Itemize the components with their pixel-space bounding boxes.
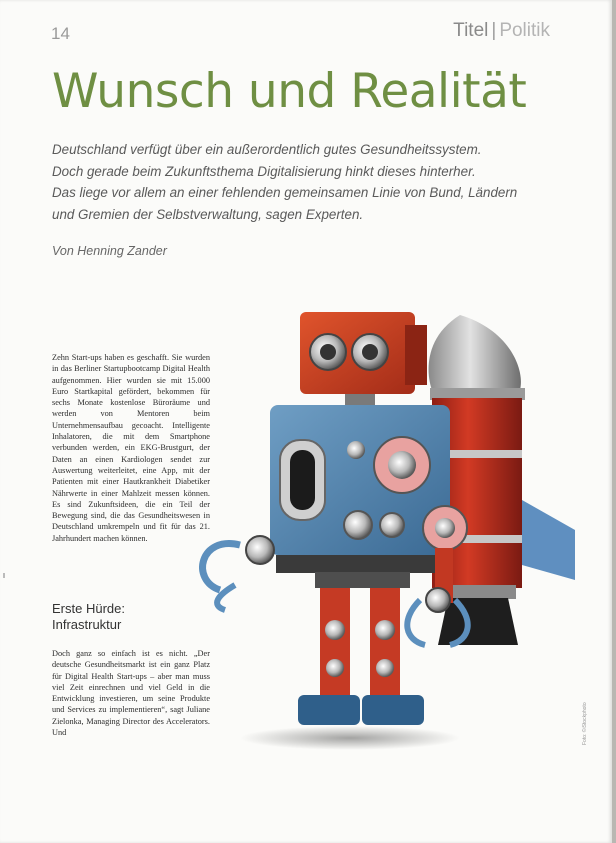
robot-rocket-illustration — [180, 300, 580, 760]
body-text-column-1: Zehn Start-ups haben es geschafft. Sie wurden in das Berliner Startupbootcamp Digital Health aufgenommen. Hier wurden sie mit 15.000 Euro Startkapital gefördert, bekommen für sechs Monate kostenlose Büroräume und werden von Mentoren beim Unternehmensaufbau gecoacht. Intelligente Inhalatoren, die mit dem Smartphone verbunden werden, ein EKG-Brustgurt, der Daten an einen Kardiologen sendet zur Auswertung weiterleitet, eine App, mit der Patienten mit einer Hautkrankheit Diabetiker Nährwerte in einer Mahlzeit messen können. Es sind Zukunftsideen, die ein Teil der Bewegung sind, die das Gesundheitswesen in Deutschland umkrempeln und fit für das 21. Jahrhundert machen können. — [52, 353, 210, 543]
lead-line: und Gremien der Selbstverwaltung, sagen Experten. — [52, 206, 364, 222]
lead-line: Deutschland verfügt über ein außerordentlich gutes Gesundheitssystem. — [52, 142, 482, 157]
robot-legs — [298, 572, 424, 725]
section-label — [453, 20, 550, 42]
body-text-column-2: Doch ganz so einfach ist es nicht. „Der deutsche Gesundheitsmarkt ist ein ganz Platz für Digital Health Start-ups – aber man muss viel Zeit einrechnen und viel Geld in die Entwicklung investieren, um seine Produkte und Services zu implementieren“, sagt Juliane Zielonka, Managing Director des Accelerators. Und — [52, 649, 210, 738]
section-main: Titel — [453, 20, 489, 41]
subheading — [52, 601, 125, 633]
robot-torso — [270, 405, 450, 573]
headline: Wunsch und Realität — [52, 64, 527, 119]
photo-credit: Foto: ©iStockphoto — [582, 702, 588, 745]
section-divider: | — [491, 20, 497, 41]
subheading-line: Erste Hürde: — [52, 601, 125, 616]
lead-paragraph — [52, 139, 552, 225]
robot-head — [300, 312, 427, 406]
robot-shadow — [240, 726, 460, 750]
byline: Von Henning Zander — [52, 244, 167, 258]
lead-line: Das liege vor allem an einer fehlenden gemeinsamen Linie von Bund, Ländern — [52, 185, 518, 200]
subheading-line: Infrastruktur — [52, 617, 122, 632]
robot-left-arm — [203, 536, 274, 610]
section-sub: Politik — [499, 20, 550, 41]
lead-line: Doch gerade beim Zukunftsthema Digitalisierung hinkt dieses hinterher. — [52, 163, 476, 179]
edge-mark — [3, 573, 5, 578]
page-edge — [612, 0, 616, 843]
page-number: 14 — [51, 24, 70, 43]
